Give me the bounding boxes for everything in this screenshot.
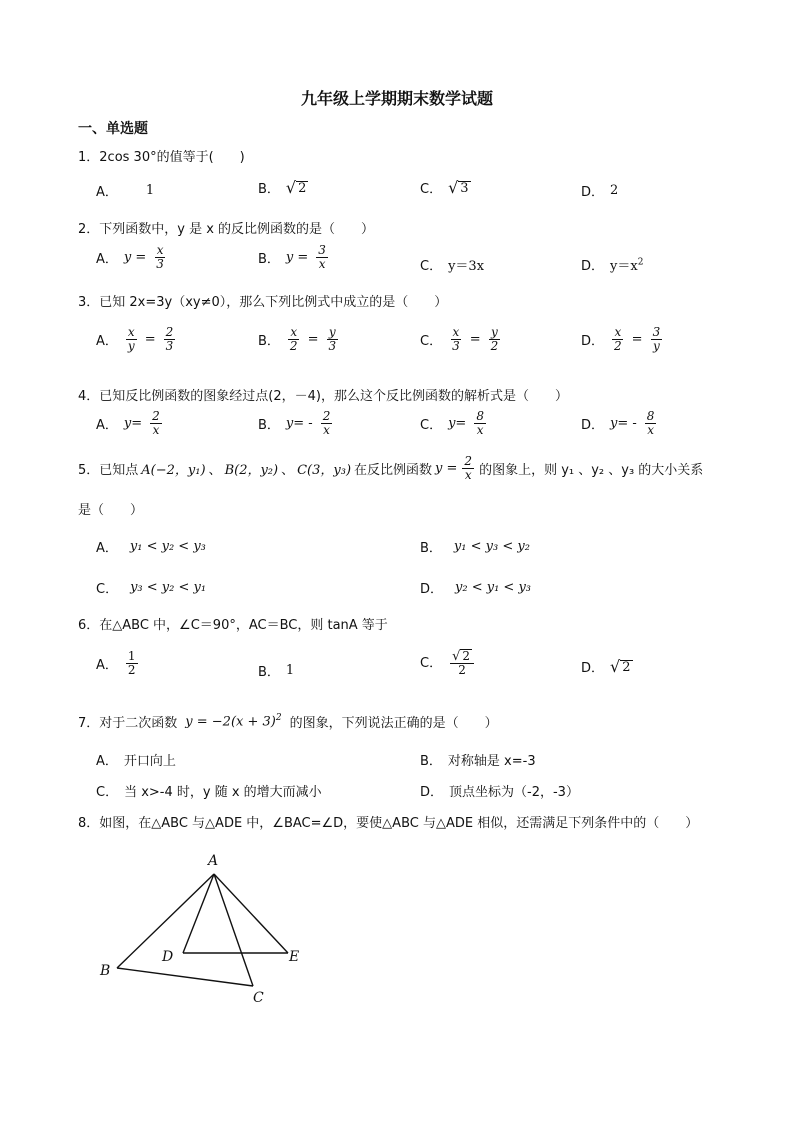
- math-lhs: y=: [123, 415, 143, 431]
- math-lhs: y =: [123, 249, 147, 265]
- q2-option-c[interactable]: [420, 255, 484, 274]
- option-label: B．: [258, 251, 280, 267]
- option-value: 对称轴是 x=-3: [447, 754, 536, 769]
- question-7-stem: [78, 712, 498, 731]
- option-value: y₂ < y₁ < y₃: [455, 580, 531, 595]
- fraction: $\frac{3}{x}$: [318, 243, 326, 271]
- math-lhs: y= -: [285, 415, 313, 431]
- option-value: $y=x^2$: [610, 257, 644, 274]
- option-label: D．: [581, 417, 605, 433]
- math-lhs: y =: [435, 460, 458, 476]
- math-lhs: y= -: [610, 415, 637, 431]
- fraction: $\frac{2}{3}$: [165, 325, 174, 353]
- q4-option-d[interactable]: [581, 410, 658, 436]
- q6-option-d[interactable]: [581, 657, 633, 676]
- option-value: 1: [145, 183, 155, 198]
- option-label: A．: [96, 417, 118, 433]
- fraction: $\frac{y}{3}$: [328, 325, 337, 353]
- option-value: y₁ < y₂ < y₃: [129, 539, 206, 554]
- option-label: C．: [420, 656, 443, 672]
- option-value: 2: [610, 183, 619, 198]
- fraction: $\frac{1}{2}$: [127, 649, 136, 677]
- q2-option-d[interactable]: [581, 255, 643, 274]
- vertex-label-c: C: [253, 990, 264, 1006]
- fraction: $\frac{8}{x}$: [646, 409, 655, 437]
- q4-option-b[interactable]: [258, 410, 334, 436]
- option-label: C．: [420, 417, 443, 433]
- question-2-stem: 2．下列函数中，y 是 x 的反比例函数的是（ ）: [78, 222, 375, 237]
- fraction: $\frac{x}{3}$: [452, 325, 460, 353]
- question-1-stem: 1．2cos 30°的值等于( ): [78, 150, 245, 165]
- question-3-stem: 3．已知 2x=3y（xy≠0），那么下列比例式中成立的是（ ）: [78, 295, 448, 310]
- question-5-stem: [78, 455, 703, 481]
- q4-option-c[interactable]: [420, 410, 488, 436]
- page-title: 九年级上学期期末数学试题: [300, 89, 493, 108]
- option-label: C．: [96, 582, 119, 597]
- option-label: B．: [258, 665, 280, 680]
- point-c: C(3，y₃): [297, 462, 352, 478]
- vertex-label-e: E: [289, 949, 300, 965]
- option-label: C．: [420, 182, 443, 197]
- q5-option-c[interactable]: [96, 578, 206, 597]
- separator: 、: [208, 462, 222, 478]
- question-5-stem-line2: 是（ ）: [78, 503, 144, 518]
- equals-sign: =: [307, 331, 319, 347]
- fraction: √ 2 2: [450, 647, 474, 677]
- option-label: B．: [258, 182, 280, 197]
- stem-text: 的图象上，则 y₁ 、y₂ 、y₃ 的大小关系: [479, 462, 704, 478]
- fraction: $\frac{x}{2}$: [289, 325, 298, 353]
- math-lhs: y =: [285, 249, 309, 265]
- section-heading: 一、单选题: [78, 121, 148, 137]
- q1-option-d[interactable]: [581, 181, 618, 200]
- q4-option-a[interactable]: [96, 410, 164, 436]
- question-8-stem: 8．如图，在△ABC 与△ADE 中，∠BAC=∠D，要使△ABC 与△ADE 相似，还需满足下列条件中的（ ）: [78, 816, 699, 831]
- q7-option-c[interactable]: [96, 781, 322, 800]
- q6-option-b[interactable]: [258, 661, 294, 680]
- fraction: $\frac{y}{2}$: [490, 325, 499, 353]
- q3-option-b[interactable]: [258, 326, 340, 352]
- stem-text: 在反比例函数: [354, 462, 433, 478]
- option-label: C．: [420, 259, 443, 274]
- option-label: A．: [96, 754, 118, 769]
- option-label: D．: [420, 582, 444, 597]
- vertex-label-a: A: [208, 853, 219, 869]
- option-label: C．: [420, 333, 443, 349]
- fraction: $\frac{3}{y}$: [652, 325, 661, 353]
- q2-option-a[interactable]: [96, 244, 168, 270]
- equals-sign: =: [144, 331, 156, 347]
- fraction: $\frac{8}{x}$: [476, 409, 484, 437]
- math-lhs: y=: [448, 415, 467, 431]
- option-label: B．: [420, 541, 442, 556]
- question-6-stem: 6．在△ABC 中，∠C＝90°，AC＝BC，则 tanA 等于: [78, 618, 388, 633]
- sqrt-expression: √ 2: [285, 178, 307, 198]
- segment-ae: [214, 874, 288, 953]
- q5-option-a[interactable]: [96, 537, 206, 556]
- function-expression: $y = -2(x + 3)^2$: [185, 713, 282, 730]
- q3-option-c[interactable]: [420, 326, 502, 352]
- q7-option-a[interactable]: [96, 750, 176, 769]
- option-label: D．: [581, 333, 605, 349]
- option-value: 开口向上: [123, 754, 176, 769]
- option-label: A．: [96, 251, 118, 267]
- segment-bc: [117, 968, 253, 986]
- vertex-label-d: D: [162, 949, 174, 965]
- triangle-figure: [90, 845, 320, 1015]
- stem-text: 的图象，下列说法正确的是（ ）: [289, 716, 498, 731]
- segment-ac: [214, 874, 253, 986]
- q3-option-d[interactable]: [581, 326, 664, 352]
- equals-sign: =: [469, 331, 481, 347]
- q3-option-a[interactable]: [96, 326, 177, 352]
- point-a: A(−2，y₁): [141, 462, 206, 478]
- sqrt-expression: √ 2: [610, 657, 631, 677]
- sqrt-expression: √ 3: [448, 178, 469, 198]
- q1-option-a[interactable]: [96, 181, 154, 200]
- fraction: $\frac{2}{x}$: [152, 409, 160, 437]
- q7-option-b[interactable]: [420, 750, 536, 769]
- q2-option-b[interactable]: [258, 244, 330, 270]
- option-label: B．: [258, 417, 280, 433]
- fraction: $\frac{x}{3}$: [156, 243, 164, 271]
- fraction: $\frac{2}{x}$: [322, 409, 331, 437]
- question-4-stem: 4．已知反比例函数的图象经过点(2，－4)，那么这个反比例函数的解析式是（ ）: [78, 389, 568, 404]
- equals-sign: =: [631, 331, 643, 347]
- vertex-label-b: B: [100, 963, 111, 979]
- option-label: A．: [96, 333, 118, 349]
- option-value: 当 x>-4 时，y 随 x 的增大而减小: [124, 785, 322, 800]
- q1-option-c[interactable]: [420, 178, 471, 197]
- separator: 、: [281, 462, 295, 478]
- stem-text: 7．对于二次函数: [78, 716, 178, 731]
- q5-option-d[interactable]: [420, 578, 531, 597]
- fraction: $\frac{x}{2}$: [614, 325, 622, 353]
- q5-option-b[interactable]: [420, 537, 530, 556]
- option-value: y₃ < y₂ < y₁: [130, 580, 207, 595]
- fraction: $\frac{2}{x}$: [464, 454, 473, 482]
- q6-option-c[interactable]: [420, 647, 476, 677]
- segment-ad: [183, 874, 214, 953]
- q1-option-b[interactable]: [258, 178, 308, 197]
- option-label: B．: [420, 754, 442, 769]
- option-label: D．: [420, 785, 444, 800]
- fraction: $\frac{x}{y}$: [127, 325, 135, 353]
- q6-option-a[interactable]: [96, 650, 140, 676]
- q7-option-d[interactable]: [420, 781, 579, 800]
- option-value: y₁ < y₃ < y₂: [453, 539, 530, 554]
- option-label: D．: [581, 661, 605, 676]
- option-label: D．: [581, 259, 605, 274]
- stem-text: 5．已知点: [78, 462, 139, 478]
- option-label: C．: [96, 785, 119, 800]
- point-b: B(2，y₂): [224, 462, 279, 478]
- option-label: A．: [96, 541, 118, 556]
- option-value: 顶点坐标为（-2，-3）: [449, 785, 579, 800]
- option-value: y＝3x: [448, 259, 485, 274]
- option-label: B．: [258, 333, 280, 349]
- option-label: A．: [96, 657, 118, 673]
- option-label: D．: [581, 185, 605, 200]
- sqrt-expression: √ 2: [452, 649, 471, 665]
- option-value: 1: [285, 663, 295, 678]
- option-label: A．: [96, 185, 118, 200]
